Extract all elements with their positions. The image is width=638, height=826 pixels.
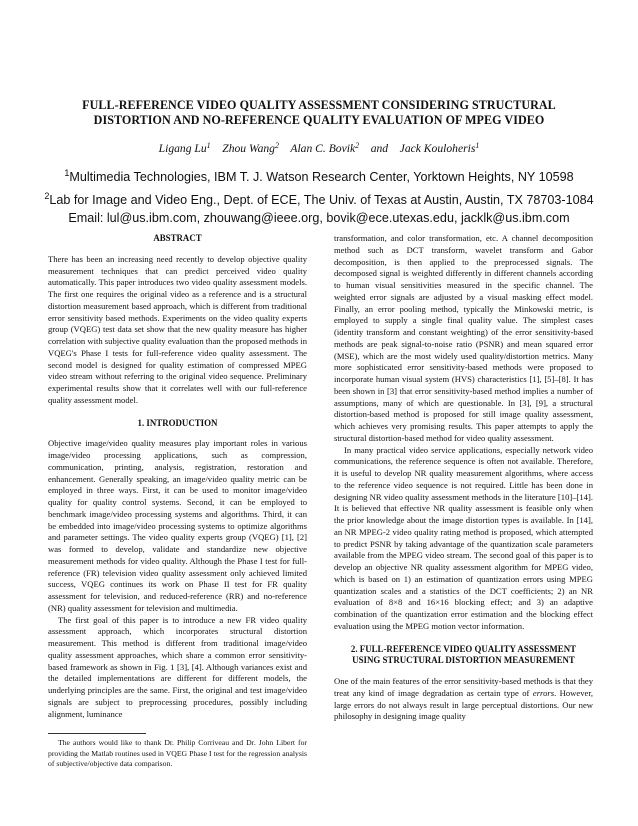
author-name: Zhou Wang — [222, 142, 275, 155]
introduction-heading: 1. INTRODUCTION — [137, 417, 218, 428]
author-list — [40, 139, 598, 156]
footnote-rule — [48, 733, 146, 734]
author-name: Jack Kouloheris — [399, 142, 476, 155]
author-affiliation-mark: 2 — [274, 141, 279, 150]
title-line-2: DISTORTION AND NO-REFERENCE QUALITY EVALUATION OF MPEG VIDEO — [93, 113, 545, 127]
paper-title — [40, 98, 598, 128]
abstract-heading: ABSTRACT — [153, 233, 202, 243]
section-2-paragraph-1: One of the main features of the error sensitivity-based methods is that they treat any kind of image degradation as certain type of errors. However, large errors do not always result in large perceptual distortions. Our new philosophy in designing image quality — [334, 676, 593, 722]
author-affiliation-mark: 2 — [355, 141, 360, 150]
author-name: Ligang Lu — [158, 142, 207, 155]
section-2-heading: 2. FULL-REFERENCE VIDEO QUALITY ASSESSMENT USING STRUCTURAL DISTORTION MEASUREMENT — [350, 643, 577, 666]
left-column — [48, 233, 307, 769]
affiliation-1: $^1$Multimedia Technologies, IBM T. J. Watson Research Center, Yorktown Heights, NY 10598 — [64, 168, 574, 184]
affiliation-2: $^2$Lab for Image and Video Eng., Dept. of ECE, The Univ. of Texas at Austin, Austin, TX 78703-1084 — [44, 190, 594, 207]
author-conjunction: and — [370, 142, 389, 155]
title-line-1: FULL-REFERENCE VIDEO QUALITY ASSESSMENT CONSIDERING STRUCTURAL — [82, 98, 556, 112]
author-affiliation-mark: 1 — [206, 141, 211, 150]
introduction-paragraph-3: transformation, and color transformation, etc. A channel decomposition method such as DCT transform, wavelet transform and Gabor decomposition, is then applied to the preprocessed signals. The decomposed signal is weighted differently in different channels according to human visual sensitivities measured in the specific channel. The weighted error signals are adjusted by a visual masking effect model. Finally, an error pooling method, typically the Minkowski metric, is employed to supply a single final quality value. The simplest cases (identity transform and constant weighting) of the error sensitivity-based methods are peak signal-to-noise ratio (PSNR) and mean squared error (MSE), which are the most widely used quality/distortion metrics. Many more sophisticated error sensitivity-based methods were proposed to incorporate human visual system (HVS) characteristics [1], [5]–[8]. It has been shown in [3] that error sensitivity-based method implies a number of assumptions, many of which are questionable. In [3], [9], a structural distortion-based method is proposed for still image quality assessment, which achieves very promising results. This paper attempts to apply the structural distortion-based method for video quality assessment. — [334, 233, 593, 443]
introduction-paragraph-4: In many practical video service applications, especially network video communications, the reference sequence is often not available. Therefore, it is useful to develop NR quality measurement algorithms, where access to the reference video sequence is not required. Little has been done in designing NR video quality assessment methods in the literature [10]–[14]. It is believed that effective NR quality assessment is feasible only when the prior knowledge about the image distortion types is available. In [14], an NR MPEG-2 video quality rating method is proposed, which attempted to predict PSNR by taking advantage of the quantization scale parameters available from the MPEG video stream. The second goal of this paper is to develop an objective NR quality assessment algorithm for MPEG video, which is based on 1) an estimation of quantization errors using MPEG quantization scales and a statistics of the DCT coefficients; 2) an NR evaluation of 8×8 and 16×16 blocking effect; and 3) an adaptive combination of the quantization error estimation and the blocking effect evaluation using the MPEG motion vector information. — [334, 444, 593, 631]
author-emails: Email: lul@us.ibm.com, zhouwang@ieee.org, bovik@ece.utexas.edu, jacklk@us.ibm.com — [68, 211, 570, 225]
author-name: Alan C. Bovik — [290, 142, 356, 155]
introduction-paragraph-1: Objective image/video quality measures play important roles in various image/video processing applications, such as compression, communication, printing, analysis, registration, restoration and enhancement. Generally speaking, an image/video quality metric can be employed in three ways. First, it can be used to monitor image/video quality for quality control systems. Second, it can be employed to benchmark image/video processing systems and algorithms. Third, it can be embedded into image/video processing systems to optimize algorithms and parameter settings. The video quality experts group (VQEG) [1], [2] was formed to develop, validate and standardize new objective measurement methods for video quality. Although the Phase I test for full-reference (FR) television video quality assessment only achieved limited success, VQEG continues its work on Phase II test for FR quality assessment for television, and reduced-reference (RR) and no-reference (NR) quality assessment for television and multimedia. — [48, 438, 307, 613]
author-affiliation-mark: 1 — [475, 141, 480, 150]
right-column — [334, 233, 593, 723]
abstract-text: There has been an increasing need recently to develop objective quality measurement techniques that can predict perceived video quality automatically. This paper introduces two video quality assessment models. The first one requires the original video as a reference and is a structural distortion measurement based approach, which is different from traditional error sensitivity based methods. Experiments on the video quality experts group (VQEG) test data set show that the new quality measure has higher correlation with subjective quality evaluation than the proposed methods in VQEG's Phase I tests for full-reference video quality assessment. The second model is designed for quality estimation of compressed MPEG video stream without referring to the original video sequence. Preliminary experimental results show that it correlates well with our full-reference quality assessment model. — [48, 253, 307, 405]
affiliations — [20, 164, 618, 228]
acknowledgment-footnote: The authors would like to thank Dr. Philip Corriveau and Dr. John Libert for providing the Matlab routines used in VQEG Phase I test for the regression analysis of subjective/objective data comparison. — [48, 738, 307, 769]
introduction-paragraph-2: The first goal of this paper is to introduce a new FR video quality assessment approach, which incorporates structural distortion measurement. This method is different from traditional image/video quality assessment approaches, which share a common error sensitivity-based framework as shown in Fig. 1 [3], [4]. Although variances exist and the detailed implementations are different for different models, the underlying principles are the same. First, the original and test image/video signals are subject to preprocessing procedures, possibly including alignment, luminance — [48, 614, 307, 719]
